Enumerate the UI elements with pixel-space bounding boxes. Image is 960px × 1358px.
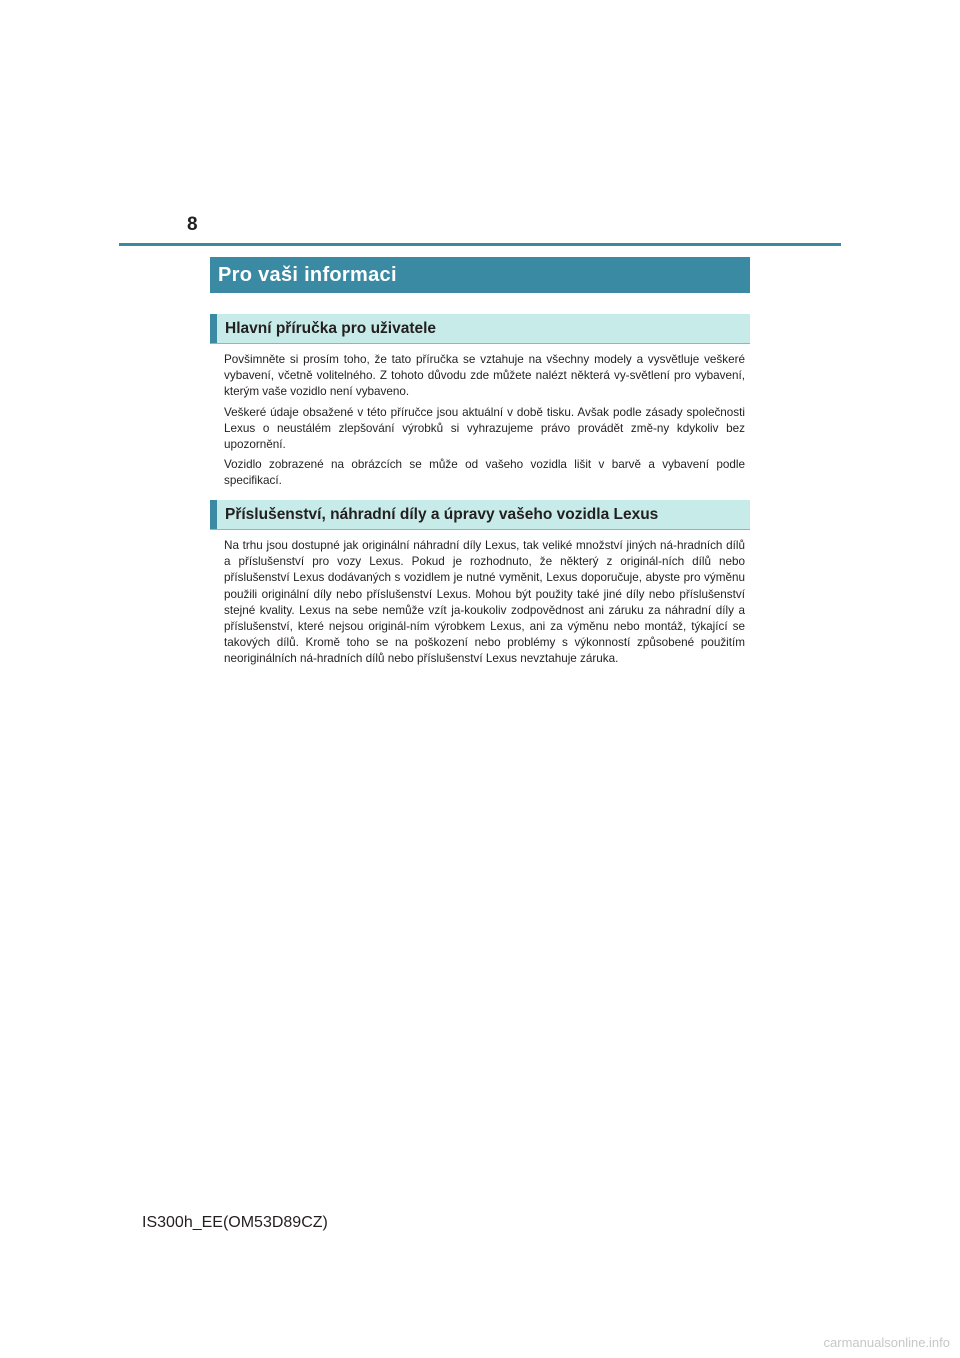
document-code: IS300h_EE(OM53D89CZ) bbox=[142, 1214, 328, 1231]
section-body-accessories bbox=[224, 538, 745, 672]
section-accent bbox=[210, 500, 217, 529]
paragraph: Vozidlo zobrazené na obrázcích se může od vašeho vozidla lišit v barvě a vybavení podle specifikací. bbox=[224, 458, 745, 488]
paragraph: Veškeré údaje obsažené v této příručce jsou aktuální v době tisku. Avšak podle zásady společnosti Lexus o neustálém zlepšování výrobků si vyhrazujeme právo provádět změ-ny kdykoliv bez upozornění. bbox=[224, 405, 745, 452]
section-body-main-manual bbox=[224, 352, 745, 494]
section-heading-bar-main-manual bbox=[210, 314, 750, 344]
top-rule bbox=[119, 243, 841, 246]
paragraph: Povšimněte si prosím toho, že tato příručka se vztahuje na všechny modely a vysvětluje veškeré vybavení, včetně volitelného. Z tohoto důvodu zde můžete nalézt některá vy-světlení pro vybavení, kterým vaše vozidlo není vybaveno. bbox=[224, 353, 745, 399]
section-heading-bar-accessories bbox=[210, 500, 750, 530]
page-number: 8 bbox=[187, 214, 198, 235]
watermark: carmanualsonline.info bbox=[823, 1335, 950, 1350]
paragraph: Na trhu jsou dostupné jak originální náhradní díly Lexus, tak veliké množství jiných ná-hradních dílů a příslušenství pro vozy Lexus. Pokud je rozhodnuto, že některý z originál-ních dílů nebo příslušenství Lexus dodávaných s vozidlem je nutné vyměnit, Lexus doporučuje, abyste pro výměnu použili originální díly nebo příslušenství Lexus. Mohou být použity také jiné díly nebo příslušenství stejné kvality. Lexus na sebe nemůže vzít ja-koukoliv zodpovědnost ani záruku za náhradní díly a příslušenství, které nejsou originál-ním výrobkem Lexus, ani za výměnu nebo montáž, týkající se takových dílů. Kromě toho se na poškození nebo problémy s výkonností způsobené použitím neoriginálních ná-hradních dílů nebo příslušenství Lexus nevztahuje záruka. bbox=[224, 539, 745, 666]
page-title-bar bbox=[210, 257, 750, 293]
section-heading: Příslušenství, náhradní díly a úpravy vašeho vozidla Lexus bbox=[225, 505, 659, 523]
section-heading: Hlavní příručka pro uživatele bbox=[225, 319, 437, 337]
section-accent bbox=[210, 314, 217, 343]
page-title: Pro vaši informaci bbox=[218, 263, 397, 286]
